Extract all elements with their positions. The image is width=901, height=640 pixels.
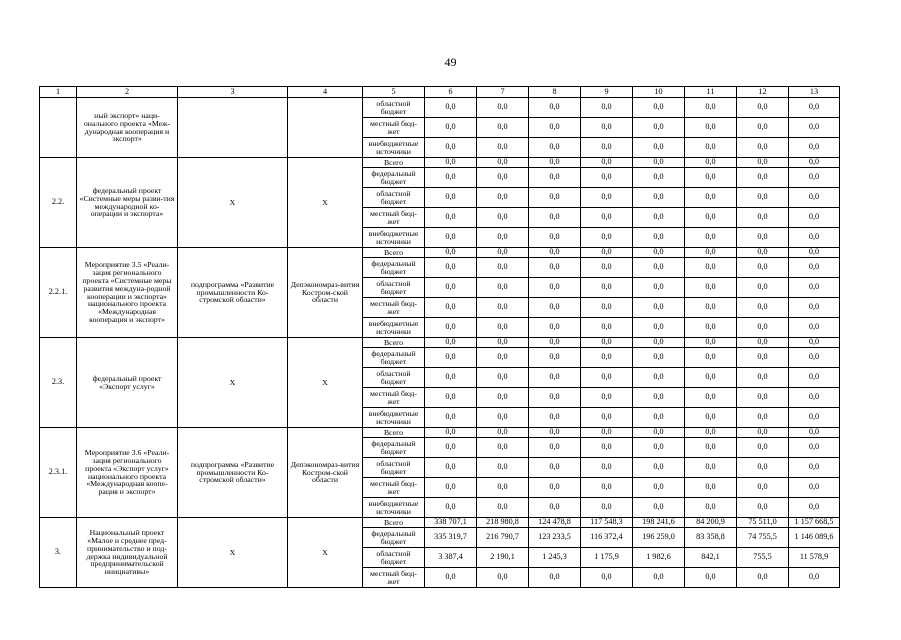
value-cell: 123 233,5 bbox=[529, 528, 581, 548]
funding-source: внебюджетные источники bbox=[363, 498, 425, 518]
value-cell: 0,0 bbox=[685, 348, 737, 368]
funding-source: областной бюджет bbox=[363, 278, 425, 298]
value-cell: 0,0 bbox=[529, 338, 581, 348]
value-cell: 0,0 bbox=[581, 428, 633, 438]
value-cell: 0,0 bbox=[685, 208, 737, 228]
value-cell: 338 707,1 bbox=[425, 518, 477, 528]
header-cell: 6 bbox=[425, 87, 477, 98]
value-cell: 0,0 bbox=[425, 428, 477, 438]
value-cell: 0,0 bbox=[581, 158, 633, 168]
value-cell: 0,0 bbox=[477, 478, 529, 498]
value-cell: 0,0 bbox=[685, 388, 737, 408]
value-cell: 0,0 bbox=[581, 118, 633, 138]
value-cell: 0,0 bbox=[633, 298, 685, 318]
item-program: X bbox=[178, 338, 288, 428]
value-cell: 0,0 bbox=[581, 228, 633, 248]
header-cell: 9 bbox=[581, 87, 633, 98]
header-cell: 13 bbox=[789, 87, 840, 98]
value-cell: 0,0 bbox=[789, 428, 840, 438]
value-cell: 11 578,9 bbox=[789, 548, 840, 568]
value-cell: 0,0 bbox=[685, 98, 737, 118]
value-cell: 0,0 bbox=[529, 408, 581, 428]
item-name: Мероприятие 3.5 «Реали-зация регионального проекта «Системные меры развития междуна-родной кооперации и экспорта» национального проекта «Международная кооперация и экспорт» bbox=[77, 248, 178, 338]
value-cell: 0,0 bbox=[633, 168, 685, 188]
value-cell: 0,0 bbox=[789, 138, 840, 158]
header-cell: 7 bbox=[477, 87, 529, 98]
table-row bbox=[40, 98, 840, 118]
item-number: 2.3. bbox=[40, 338, 77, 428]
value-cell: 0,0 bbox=[685, 498, 737, 518]
value-cell: 0,0 bbox=[425, 168, 477, 188]
funding-source: внебюджетные источники bbox=[363, 408, 425, 428]
value-cell: 218 980,8 bbox=[477, 518, 529, 528]
header-cell: 4 bbox=[288, 87, 363, 98]
value-cell: 0,0 bbox=[737, 298, 789, 318]
value-cell: 0,0 bbox=[529, 298, 581, 318]
page-number: 49 bbox=[444, 55, 457, 69]
funding-source: Всего bbox=[363, 428, 425, 438]
value-cell: 0,0 bbox=[529, 348, 581, 368]
value-cell: 0,0 bbox=[425, 408, 477, 428]
value-cell: 0,0 bbox=[633, 408, 685, 428]
value-cell: 0,0 bbox=[529, 438, 581, 458]
value-cell: 0,0 bbox=[477, 368, 529, 388]
funding-source: федеральный бюджет bbox=[363, 258, 425, 278]
value-cell: 0,0 bbox=[425, 298, 477, 318]
funding-source: местный бюд-жет bbox=[363, 478, 425, 498]
table-body bbox=[40, 87, 840, 588]
value-cell: 0,0 bbox=[737, 118, 789, 138]
value-cell: 0,0 bbox=[633, 498, 685, 518]
funding-source: федеральный бюджет bbox=[363, 348, 425, 368]
value-cell: 0,0 bbox=[789, 98, 840, 118]
value-cell: 0,0 bbox=[633, 228, 685, 248]
value-cell: 0,0 bbox=[581, 338, 633, 348]
value-cell: 0,0 bbox=[633, 458, 685, 478]
value-cell: 1 146 089,6 bbox=[789, 528, 840, 548]
value-cell: 0,0 bbox=[737, 208, 789, 228]
table-row bbox=[40, 158, 840, 168]
value-cell: 0,0 bbox=[581, 258, 633, 278]
value-cell: 0,0 bbox=[685, 138, 737, 158]
funding-source: федеральный бюджет bbox=[363, 438, 425, 458]
value-cell: 0,0 bbox=[477, 118, 529, 138]
item-executor bbox=[288, 98, 363, 158]
value-cell: 0,0 bbox=[425, 368, 477, 388]
value-cell: 0,0 bbox=[529, 498, 581, 518]
value-cell: 0,0 bbox=[685, 338, 737, 348]
value-cell: 1 245,3 bbox=[529, 548, 581, 568]
funding-source: внебюджетные источники bbox=[363, 318, 425, 338]
value-cell: 0,0 bbox=[477, 428, 529, 438]
value-cell: 0,0 bbox=[789, 368, 840, 388]
funding-source: местный бюд-жет bbox=[363, 568, 425, 588]
value-cell: 0,0 bbox=[737, 478, 789, 498]
value-cell: 0,0 bbox=[529, 168, 581, 188]
funding-source: Всего bbox=[363, 518, 425, 528]
value-cell: 0,0 bbox=[477, 168, 529, 188]
value-cell: 0,0 bbox=[633, 478, 685, 498]
value-cell: 0,0 bbox=[789, 438, 840, 458]
value-cell: 1 175,9 bbox=[581, 548, 633, 568]
funding-source: местный бюд-жет bbox=[363, 118, 425, 138]
value-cell: 0,0 bbox=[737, 228, 789, 248]
value-cell: 0,0 bbox=[477, 338, 529, 348]
value-cell: 0,0 bbox=[477, 408, 529, 428]
funding-source: федеральный бюджет bbox=[363, 528, 425, 548]
value-cell: 0,0 bbox=[685, 298, 737, 318]
value-cell: 0,0 bbox=[425, 228, 477, 248]
value-cell: 3 387,4 bbox=[425, 548, 477, 568]
value-cell: 0,0 bbox=[581, 368, 633, 388]
value-cell: 0,0 bbox=[529, 158, 581, 168]
value-cell: 0,0 bbox=[633, 368, 685, 388]
value-cell: 0,0 bbox=[789, 118, 840, 138]
value-cell: 0,0 bbox=[685, 188, 737, 208]
value-cell: 0,0 bbox=[737, 408, 789, 428]
value-cell: 0,0 bbox=[477, 278, 529, 298]
header-row bbox=[40, 87, 840, 98]
item-executor: X bbox=[288, 338, 363, 428]
value-cell: 0,0 bbox=[737, 388, 789, 408]
value-cell: 0,0 bbox=[685, 158, 737, 168]
value-cell: 2 190,1 bbox=[477, 548, 529, 568]
item-program: подпрограмма «Развитие промышленности Ко-стромской области» bbox=[178, 428, 288, 518]
item-number bbox=[40, 98, 77, 158]
value-cell: 0,0 bbox=[737, 458, 789, 478]
value-cell: 0,0 bbox=[581, 168, 633, 188]
value-cell: 0,0 bbox=[633, 338, 685, 348]
header-cell: 2 bbox=[77, 87, 178, 98]
value-cell: 0,0 bbox=[477, 98, 529, 118]
header-cell: 8 bbox=[529, 87, 581, 98]
item-name: федеральный проект «Экспорт услуг» bbox=[77, 338, 178, 428]
value-cell: 0,0 bbox=[581, 478, 633, 498]
value-cell: 0,0 bbox=[581, 208, 633, 228]
value-cell: 0,0 bbox=[425, 318, 477, 338]
value-cell: 0,0 bbox=[685, 258, 737, 278]
funding-source: областной бюджет bbox=[363, 458, 425, 478]
value-cell: 0,0 bbox=[425, 478, 477, 498]
value-cell: 0,0 bbox=[685, 368, 737, 388]
funding-source: внебюджетные источники bbox=[363, 228, 425, 248]
budget-table bbox=[39, 86, 840, 588]
value-cell: 0,0 bbox=[581, 188, 633, 208]
value-cell: 0,0 bbox=[425, 458, 477, 478]
value-cell: 0,0 bbox=[425, 258, 477, 278]
value-cell: 0,0 bbox=[425, 388, 477, 408]
value-cell: 0,0 bbox=[581, 248, 633, 258]
value-cell: 755,5 bbox=[737, 548, 789, 568]
value-cell: 0,0 bbox=[581, 98, 633, 118]
value-cell: 0,0 bbox=[685, 168, 737, 188]
value-cell: 0,0 bbox=[789, 498, 840, 518]
value-cell: 335 319,7 bbox=[425, 528, 477, 548]
value-cell: 0,0 bbox=[581, 278, 633, 298]
value-cell: 0,0 bbox=[477, 438, 529, 458]
header-cell: 1 bbox=[40, 87, 77, 98]
value-cell: 0,0 bbox=[581, 138, 633, 158]
table-row bbox=[40, 428, 840, 438]
value-cell: 0,0 bbox=[529, 428, 581, 438]
value-cell: 117 548,3 bbox=[581, 518, 633, 528]
value-cell: 0,0 bbox=[477, 388, 529, 408]
header-cell: 5 bbox=[363, 87, 425, 98]
value-cell: 0,0 bbox=[789, 318, 840, 338]
value-cell: 0,0 bbox=[581, 388, 633, 408]
item-number: 2.3.1. bbox=[40, 428, 77, 518]
funding-source: местный бюд-жет bbox=[363, 208, 425, 228]
item-program bbox=[178, 98, 288, 158]
value-cell: 0,0 bbox=[789, 168, 840, 188]
value-cell: 0,0 bbox=[477, 298, 529, 318]
value-cell: 0,0 bbox=[789, 338, 840, 348]
value-cell: 0,0 bbox=[633, 188, 685, 208]
value-cell: 0,0 bbox=[633, 138, 685, 158]
value-cell: 0,0 bbox=[581, 298, 633, 318]
value-cell: 0,0 bbox=[477, 348, 529, 368]
value-cell: 0,0 bbox=[737, 368, 789, 388]
value-cell: 0,0 bbox=[529, 478, 581, 498]
value-cell: 0,0 bbox=[581, 458, 633, 478]
value-cell: 198 241,6 bbox=[633, 518, 685, 528]
value-cell: 0,0 bbox=[477, 458, 529, 478]
value-cell: 0,0 bbox=[789, 228, 840, 248]
value-cell: 0,0 bbox=[685, 318, 737, 338]
value-cell: 0,0 bbox=[477, 208, 529, 228]
value-cell: 1 982,6 bbox=[633, 548, 685, 568]
value-cell: 0,0 bbox=[789, 478, 840, 498]
value-cell: 0,0 bbox=[737, 438, 789, 458]
funding-source: областной бюджет bbox=[363, 188, 425, 208]
value-cell: 0,0 bbox=[789, 188, 840, 208]
value-cell: 84 200,9 bbox=[685, 518, 737, 528]
table-row bbox=[40, 338, 840, 348]
value-cell: 0,0 bbox=[477, 568, 529, 588]
value-cell: 0,0 bbox=[685, 428, 737, 438]
value-cell: 0,0 bbox=[633, 428, 685, 438]
value-cell: 0,0 bbox=[425, 158, 477, 168]
item-executor: X bbox=[288, 158, 363, 248]
item-program: X bbox=[178, 518, 288, 588]
value-cell: 124 478,8 bbox=[529, 518, 581, 528]
value-cell: 0,0 bbox=[425, 138, 477, 158]
value-cell: 0,0 bbox=[581, 438, 633, 458]
value-cell: 0,0 bbox=[789, 158, 840, 168]
funding-source: областной бюджет bbox=[363, 368, 425, 388]
value-cell: 0,0 bbox=[529, 248, 581, 258]
item-executor: Депэкономраз-вития Костром-ской области bbox=[288, 428, 363, 518]
funding-source: федеральный бюджет bbox=[363, 168, 425, 188]
item-program: X bbox=[178, 158, 288, 248]
value-cell: 0,0 bbox=[737, 98, 789, 118]
value-cell: 0,0 bbox=[529, 318, 581, 338]
value-cell: 0,0 bbox=[737, 168, 789, 188]
item-name: Мероприятие 3.6 «Реали-зация регионального проекта «Экспорт услуг» национального проекта «Международная коопе-рация и экспорт» bbox=[77, 428, 178, 518]
value-cell: 0,0 bbox=[737, 278, 789, 298]
value-cell: 216 790,7 bbox=[477, 528, 529, 548]
value-cell: 0,0 bbox=[529, 458, 581, 478]
value-cell: 0,0 bbox=[685, 118, 737, 138]
funding-source: внебюджетные источники bbox=[363, 138, 425, 158]
value-cell: 0,0 bbox=[477, 248, 529, 258]
item-executor: X bbox=[288, 518, 363, 588]
value-cell: 0,0 bbox=[737, 348, 789, 368]
value-cell: 0,0 bbox=[685, 478, 737, 498]
value-cell: 0,0 bbox=[737, 338, 789, 348]
item-number: 2.2. bbox=[40, 158, 77, 248]
value-cell: 842,1 bbox=[685, 548, 737, 568]
funding-source: местный бюд-жет bbox=[363, 388, 425, 408]
value-cell: 0,0 bbox=[581, 348, 633, 368]
table-row bbox=[40, 518, 840, 528]
funding-source: местный бюд-жет bbox=[363, 298, 425, 318]
value-cell: 0,0 bbox=[789, 258, 840, 278]
item-number: 3. bbox=[40, 518, 77, 588]
value-cell: 0,0 bbox=[633, 258, 685, 278]
value-cell: 0,0 bbox=[633, 318, 685, 338]
value-cell: 0,0 bbox=[789, 458, 840, 478]
value-cell: 0,0 bbox=[529, 188, 581, 208]
value-cell: 0,0 bbox=[737, 568, 789, 588]
value-cell: 0,0 bbox=[789, 208, 840, 228]
value-cell: 0,0 bbox=[685, 248, 737, 258]
item-executor: Депэкономраз-вития Костром-ской области bbox=[288, 248, 363, 338]
value-cell: 0,0 bbox=[529, 568, 581, 588]
value-cell: 196 259,0 bbox=[633, 528, 685, 548]
value-cell: 0,0 bbox=[633, 158, 685, 168]
value-cell: 0,0 bbox=[425, 498, 477, 518]
value-cell: 0,0 bbox=[529, 258, 581, 278]
value-cell: 0,0 bbox=[425, 278, 477, 298]
value-cell: 0,0 bbox=[633, 568, 685, 588]
value-cell: 0,0 bbox=[529, 228, 581, 248]
value-cell: 0,0 bbox=[529, 388, 581, 408]
funding-source: Всего bbox=[363, 248, 425, 258]
value-cell: 116 372,4 bbox=[581, 528, 633, 548]
value-cell: 74 755,5 bbox=[737, 528, 789, 548]
value-cell: 0,0 bbox=[633, 388, 685, 408]
value-cell: 83 358,8 bbox=[685, 528, 737, 548]
value-cell: 0,0 bbox=[529, 278, 581, 298]
value-cell: 0,0 bbox=[737, 138, 789, 158]
header-cell: 11 bbox=[685, 87, 737, 98]
value-cell: 0,0 bbox=[529, 98, 581, 118]
value-cell: 0,0 bbox=[633, 248, 685, 258]
item-program: подпрограмма «Развитие промышленности Ко-стромской области» bbox=[178, 248, 288, 338]
value-cell: 0,0 bbox=[685, 228, 737, 248]
value-cell: 0,0 bbox=[425, 568, 477, 588]
value-cell: 0,0 bbox=[685, 278, 737, 298]
header-cell: 10 bbox=[633, 87, 685, 98]
value-cell: 0,0 bbox=[529, 118, 581, 138]
header-cell: 12 bbox=[737, 87, 789, 98]
item-name: федеральный проект «Системные меры разви-тия международной ко-операции и экспорта» bbox=[77, 158, 178, 248]
value-cell: 0,0 bbox=[789, 298, 840, 318]
value-cell: 0,0 bbox=[789, 278, 840, 298]
value-cell: 0,0 bbox=[633, 348, 685, 368]
value-cell: 0,0 bbox=[789, 408, 840, 428]
value-cell: 0,0 bbox=[425, 338, 477, 348]
item-name: Национальный проект «Малое и среднее пред-принимательство и под-держка индивидуальной предпринимательской инициативы» bbox=[77, 518, 178, 588]
value-cell: 0,0 bbox=[581, 318, 633, 338]
value-cell: 0,0 bbox=[737, 318, 789, 338]
value-cell: 0,0 bbox=[789, 248, 840, 258]
header-cell: 3 bbox=[178, 87, 288, 98]
funding-source: Всего bbox=[363, 338, 425, 348]
value-cell: 0,0 bbox=[737, 248, 789, 258]
value-cell: 0,0 bbox=[477, 138, 529, 158]
value-cell: 0,0 bbox=[685, 408, 737, 428]
value-cell: 0,0 bbox=[789, 568, 840, 588]
value-cell: 0,0 bbox=[581, 408, 633, 428]
funding-source: областной бюджет bbox=[363, 98, 425, 118]
value-cell: 0,0 bbox=[737, 158, 789, 168]
value-cell: 0,0 bbox=[737, 258, 789, 278]
value-cell: 0,0 bbox=[425, 348, 477, 368]
value-cell: 0,0 bbox=[477, 258, 529, 278]
value-cell: 0,0 bbox=[633, 208, 685, 228]
value-cell: 0,0 bbox=[477, 188, 529, 208]
value-cell: 0,0 bbox=[477, 158, 529, 168]
value-cell: 0,0 bbox=[789, 348, 840, 368]
value-cell: 0,0 bbox=[425, 118, 477, 138]
value-cell: 0,0 bbox=[529, 138, 581, 158]
value-cell: 0,0 bbox=[633, 278, 685, 298]
value-cell: 0,0 bbox=[425, 438, 477, 458]
value-cell: 0,0 bbox=[529, 368, 581, 388]
value-cell: 0,0 bbox=[633, 118, 685, 138]
value-cell: 0,0 bbox=[425, 98, 477, 118]
value-cell: 0,0 bbox=[633, 438, 685, 458]
value-cell: 0,0 bbox=[477, 498, 529, 518]
value-cell: 1 157 668,5 bbox=[789, 518, 840, 528]
value-cell: 0,0 bbox=[477, 228, 529, 248]
funding-source: Всего bbox=[363, 158, 425, 168]
value-cell: 0,0 bbox=[789, 388, 840, 408]
value-cell: 0,0 bbox=[633, 98, 685, 118]
value-cell: 0,0 bbox=[581, 568, 633, 588]
value-cell: 0,0 bbox=[425, 208, 477, 228]
table-row bbox=[40, 248, 840, 258]
value-cell: 0,0 bbox=[425, 248, 477, 258]
value-cell: 0,0 bbox=[737, 188, 789, 208]
funding-source: областной бюджет bbox=[363, 548, 425, 568]
value-cell: 0,0 bbox=[529, 208, 581, 228]
value-cell: 0,0 bbox=[737, 428, 789, 438]
value-cell: 0,0 bbox=[581, 498, 633, 518]
value-cell: 0,0 bbox=[477, 318, 529, 338]
value-cell: 0,0 bbox=[685, 438, 737, 458]
item-number: 2.2.1. bbox=[40, 248, 77, 338]
value-cell: 0,0 bbox=[737, 498, 789, 518]
item-name: ный экспорт» наци-онального проекта «Меж-дународная кооперация и экспорт» bbox=[77, 98, 178, 158]
value-cell: 0,0 bbox=[685, 458, 737, 478]
value-cell: 75 511,0 bbox=[737, 518, 789, 528]
value-cell: 0,0 bbox=[685, 568, 737, 588]
value-cell: 0,0 bbox=[425, 188, 477, 208]
